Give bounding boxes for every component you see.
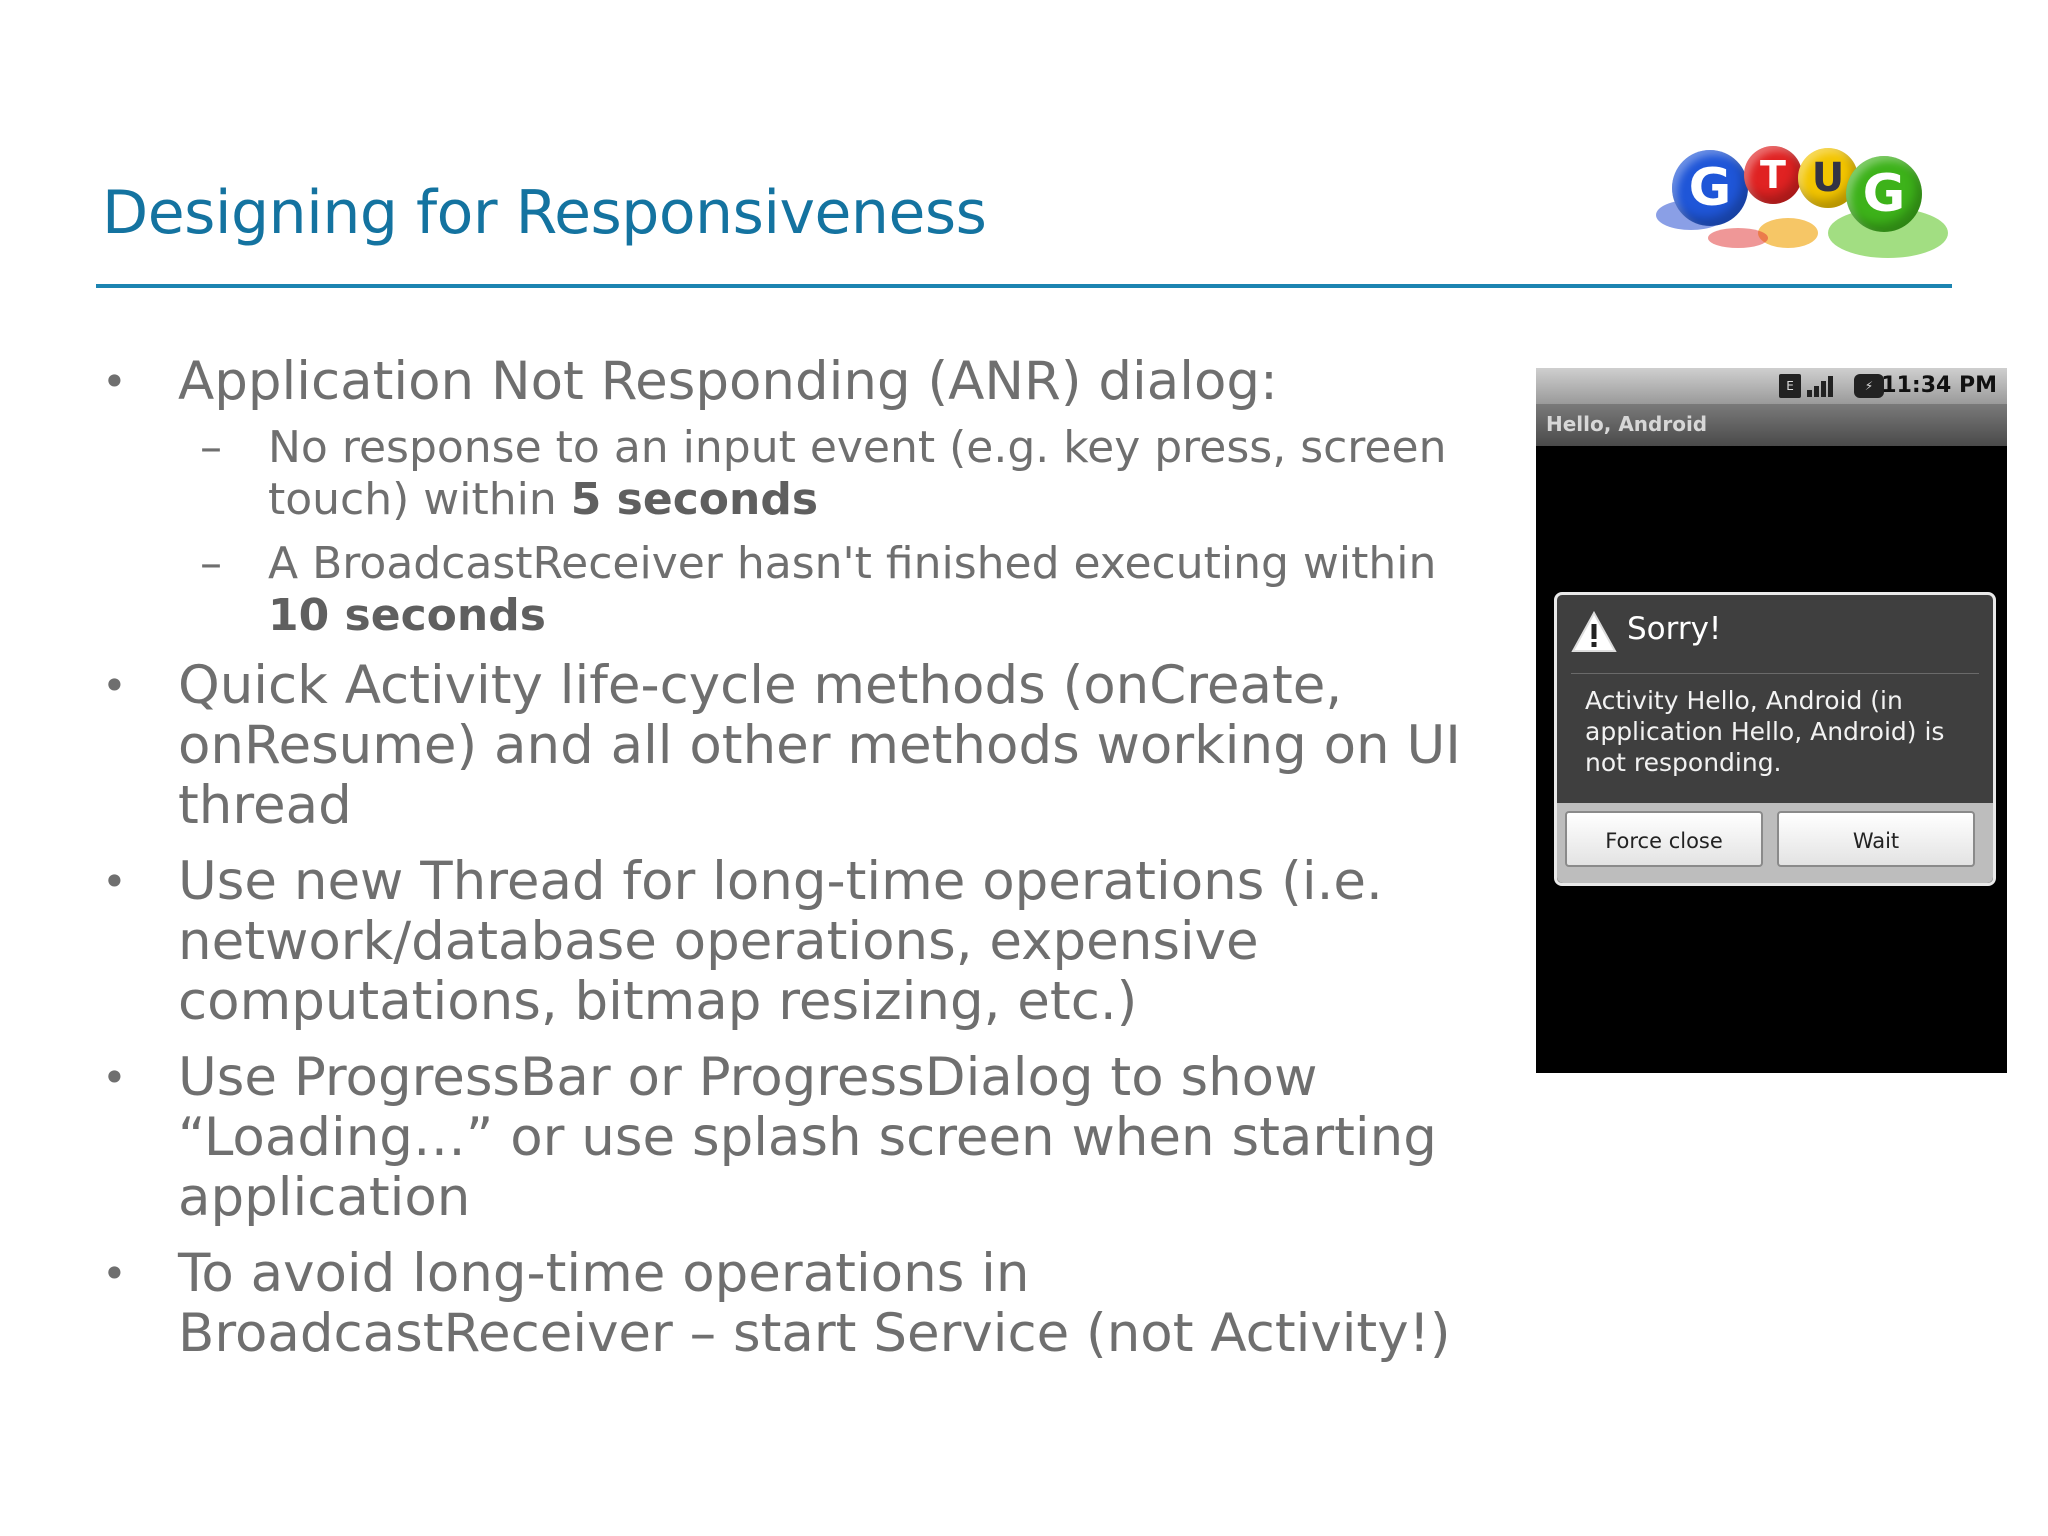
app-title: Hello, Android [1546,412,1708,436]
bullet-dot: • [102,1053,127,1102]
warning-icon [1571,611,1617,653]
dialog-divider [1571,673,1979,674]
bullet-text: Use ProgressBar or ProgressDialog to show “Loading…” or use splash screen when starting application [178,1047,1437,1228]
bullet-item [100,352,1500,412]
bullet-item [100,852,1500,1032]
logo-ball-g: G [1672,150,1748,226]
android-screenshot [1536,368,2007,1073]
sub-bullet-dash: – [200,422,222,473]
sub-bullet-item [100,538,1500,642]
sub-bullet-text: No response to an input event (e.g. key press, screen touch) within [268,422,1447,525]
logo-ball-u: U [1798,148,1858,208]
dialog-message: Activity Hello, Android (in application Hello, Android) is not responding. [1585,686,1945,777]
title-divider [96,284,1952,288]
bullet-text: Application Not Responding (ANR) dialog: [178,351,1278,412]
bullet-dot: • [102,857,127,906]
bullet-dot: • [102,1249,127,1298]
bullet-item [100,1048,1500,1228]
bullet-dot: • [102,661,127,710]
bullet-item [100,656,1500,836]
network-type-icon: E [1779,374,1801,398]
logo-splash [1708,228,1768,248]
battery-icon: ⚡ [1854,374,1884,398]
bullet-item [100,1244,1500,1364]
wait-button[interactable]: Wait [1777,811,1975,867]
gtug-logo [1648,138,1964,278]
bullet-text: To avoid long-time operations in BroadcastReceiver – start Service (not Activity!) [178,1243,1451,1364]
force-close-button[interactable]: Force close [1565,811,1763,867]
slide-title: Designing for Responsiveness [102,178,987,248]
logo-splash [1758,218,1818,248]
sub-bullet-item [100,422,1500,526]
sub-bullet-bold: 5 seconds [570,474,819,525]
app-title-bar [1536,404,2007,446]
dialog-button-bar [1557,803,1993,883]
dialog-title: Sorry! [1627,611,1722,647]
status-time: 11:34 PM [1881,373,1997,398]
signal-icon [1806,374,1834,398]
logo-ball-g2: G [1846,156,1922,232]
sub-bullet-dash: – [200,538,222,589]
anr-dialog [1554,592,1996,886]
status-bar [1536,368,2007,404]
bullet-list [100,352,1500,1374]
sub-bullet-text: A BroadcastReceiver hasn't finished executing within [268,538,1437,589]
bullet-text: Use new Thread for long-time operations (i.e. network/database operations, expensive computations, bitmap resizing, etc.) [178,851,1383,1032]
bullet-dot: • [102,357,127,406]
sub-bullet-bold: 10 seconds [268,590,546,641]
logo-ball-t: T [1744,146,1802,204]
bullet-text: Quick Activity life-cycle methods (onCreate, onResume) and all other methods working on UI thread [178,655,1461,836]
